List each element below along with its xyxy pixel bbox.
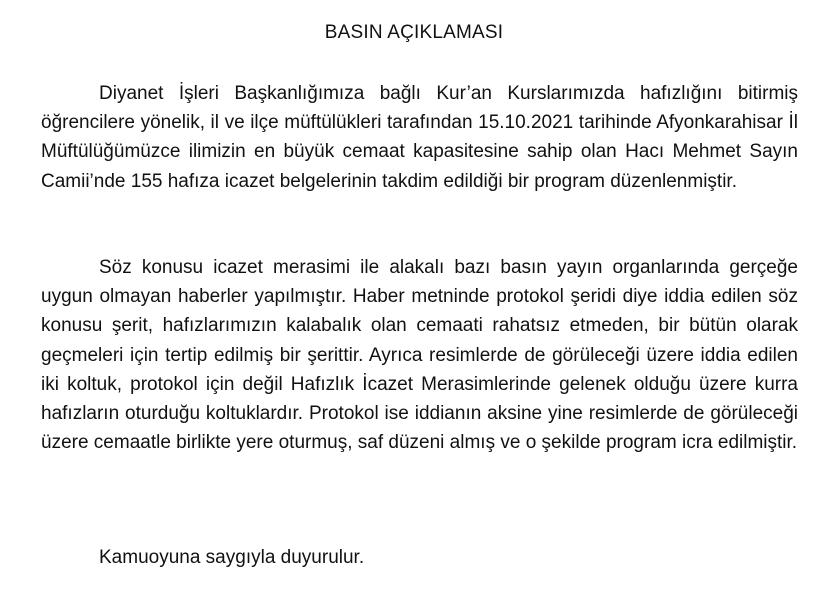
paragraph-clarification: Söz konusu icazet merasimi ile alakalı bazı basın yayın organlarında gerçeğe uygun olmayan haberler yapılmıştır. Haber metninde protokol şeridi diye iddia edilen söz konusu şerit, hafızlarımızın kalabalık olan cemaati rahatsız etmeden, bir bütün olarak geçmeleri için tertip edilmiş bir şerittir. Ayrıca resimlerde de görüleceği üzere iddia edilen iki koltuk, protokol için değil Hafızlık İcazet Merasimlerinde gelenek olduğu üzere kurra hafızların oturduğu koltuklardır. Protokol ise iddianın aksine yine resimlerde de görüleceği üzere cemaatle birlikte yere oturmuş, saf düzeni almış ve o şekilde program icra edilmiştir. [41,257,798,454]
paragraph-program-info: Diyanet İşleri Başkanlığımıza bağlı Kur’an Kurslarımızda hafızlığını bitirmiş öğrencilere yönelik, il ve ilçe müftülükleri tarafından 15.10.2021 tarihinde Afyonkarahisar İl Müftülüğümüzce ilimizin en büyük cemaat kapasitesine sahip olan Hacı Mehmet Sayın Camii’nde 155 hafıza icazet belgelerinin takdim edildiği bir program düzenlenmiştir. [41,83,798,192]
paragraph-closing: Kamuoyuna saygıyla duyurulur. [99,547,365,568]
document-title: BASIN AÇIKLAMASI [324,22,504,43]
